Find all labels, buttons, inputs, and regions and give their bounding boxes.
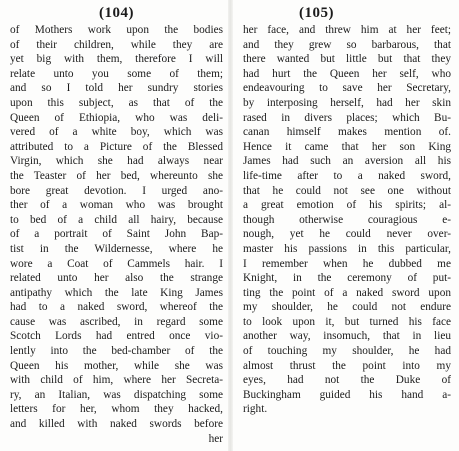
text-line: bore great devotion. I urged ano- xyxy=(10,184,223,197)
text-line: ting the point of a naked sword upon xyxy=(243,286,451,299)
text-line: of Mothers work upon the bodies xyxy=(10,24,223,36)
text-line: Queen his mother, while she was xyxy=(10,359,223,372)
text-line: right. xyxy=(243,403,268,416)
text-line: cause was ascribed, in regard some xyxy=(10,315,223,328)
text-line: Buckingham guided his hand a- xyxy=(243,388,451,401)
text-line: letters for her, whom they hacked, xyxy=(10,403,223,416)
text-line: canan himself makes mention of. xyxy=(243,126,451,139)
text-line: Knight, in the ceremony of put- xyxy=(243,272,451,285)
text-line: nough, yet he could never over- xyxy=(243,228,451,241)
text-line: vered of a white boy, which was xyxy=(10,126,223,139)
text-line: ther of a woman who was brought xyxy=(10,199,223,212)
text-line: her face, and threw him at her feet; xyxy=(243,24,451,36)
text-line: Scotch Lords had entred once vio- xyxy=(10,330,223,343)
text-line: Virgin, which she had always near xyxy=(10,155,223,168)
text-line: had hurt the Queen her self, who xyxy=(243,67,451,80)
text-line: upon this subject, as that of the xyxy=(10,96,223,109)
text-line: of touching my shoulder, he had xyxy=(243,345,451,358)
left-page-text xyxy=(10,23,223,446)
text-line: James had such an aversion all his xyxy=(243,155,451,168)
text-line: related unto her also the strange xyxy=(10,272,223,285)
text-line: relate unto you some of them; xyxy=(10,67,223,80)
right-page-text xyxy=(243,23,451,417)
text-line: to bed of a child all hairy, because xyxy=(10,213,223,226)
page-number-right: (105) xyxy=(299,5,334,21)
text-line: life-time after to a naked sword, xyxy=(243,169,451,182)
text-line: to look upon it, but turned his face xyxy=(243,315,451,328)
text-line: endeavouring to save her Secretary, xyxy=(243,82,451,95)
text-line: tist in the Wildernesse, where he xyxy=(10,242,223,255)
text-line: another way, insomuch, that in lieu xyxy=(243,330,451,343)
text-line: of their children, while they are xyxy=(10,38,223,51)
text-line: though otherwise couragious e- xyxy=(243,213,451,226)
text-line: a great emotion of his spirits; al- xyxy=(243,199,451,212)
text-line: had to a naked sword, whereof the xyxy=(10,301,223,314)
text-line: master his passions in this particular, xyxy=(243,242,451,255)
text-line: by interposing herself, had her skin xyxy=(243,96,451,109)
text-line: Hence it came that her son King xyxy=(243,140,451,153)
text-line: lently into the bed-chamber of the xyxy=(10,345,223,358)
text-line: the Teaster of her bed, whereunto she xyxy=(10,169,223,182)
text-line: with child of him, where her Secreta- xyxy=(10,374,223,387)
text-line: almost thrust the point into my xyxy=(243,359,451,372)
text-line: and they grew so barbarous, that xyxy=(243,38,451,51)
text-line: eyes, had not the Duke of xyxy=(243,374,451,387)
text-line: attributed to a Picture of the Blessed xyxy=(10,140,223,153)
left-page xyxy=(0,0,229,451)
text-line: ry, an Italian, was dispatching some xyxy=(10,388,223,401)
text-line: and so I told her sundry stories xyxy=(10,82,223,95)
text-line: rased in divers places; which Bu- xyxy=(243,111,451,124)
right-page xyxy=(233,0,459,451)
text-line: Queen of Ethiopia, who was deli- xyxy=(10,111,223,124)
text-line: there wanted but little but that they xyxy=(243,53,451,66)
text-line: and killed with naked swords before xyxy=(10,418,223,431)
text-line: antipathy which the late King James xyxy=(10,286,223,299)
text-line: yet big with them, therefore I will xyxy=(10,53,223,66)
text-line: her xyxy=(208,432,223,445)
text-line: of a portrait of Saint John Bap- xyxy=(10,228,223,241)
text-line: my shoulder, he could not endure xyxy=(243,301,451,314)
page-number-left: (104) xyxy=(99,5,134,21)
text-line: I remember when he dubbed me xyxy=(243,257,451,270)
text-line: wore a Coat of Cammels hair. I xyxy=(10,257,223,270)
text-line: that he could not see one without xyxy=(243,184,451,197)
